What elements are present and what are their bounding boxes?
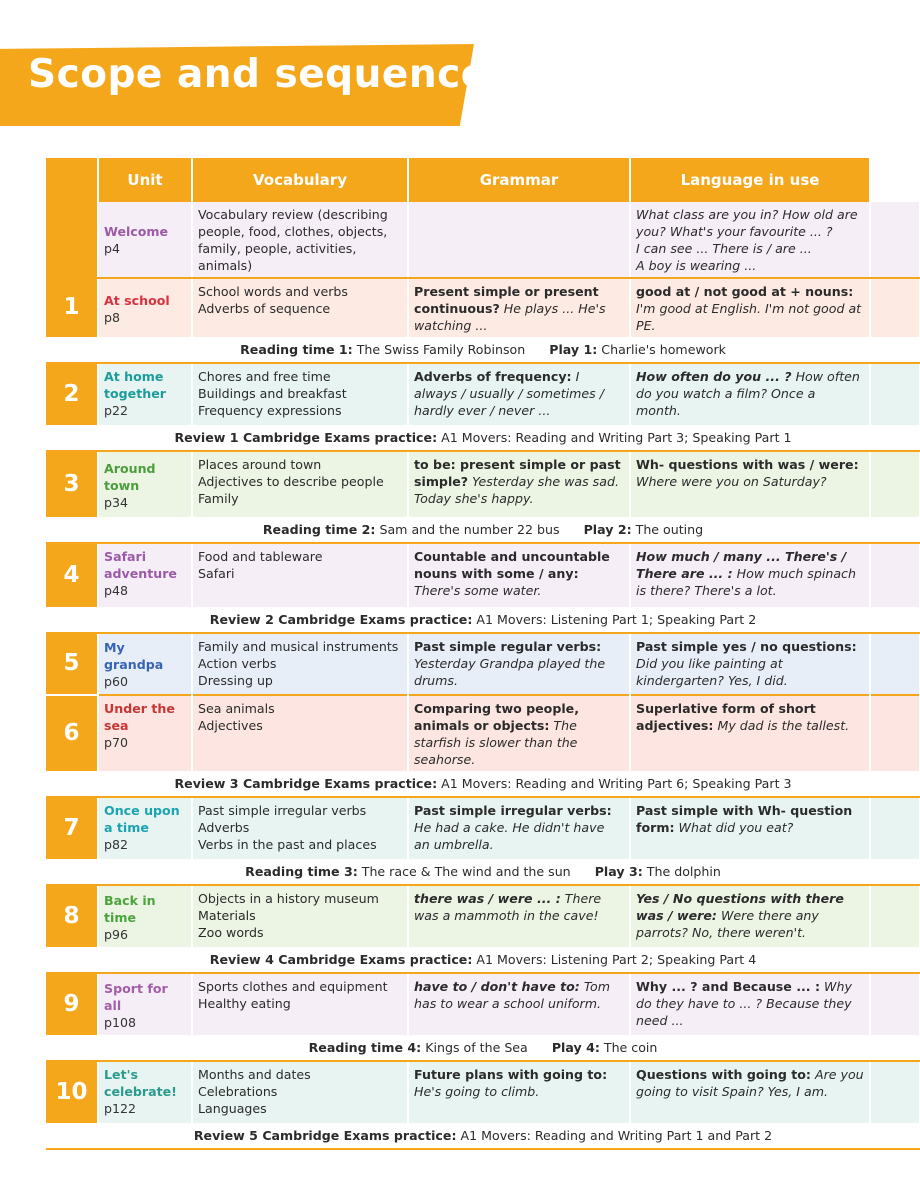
tail-cell — [870, 543, 920, 607]
language-bold: Yes / No questions with there was / were: — [636, 891, 844, 923]
vocab-cell — [192, 278, 408, 337]
unit-number: 10 — [46, 1061, 98, 1123]
grammar-bold: Adverbs of frequency: — [414, 369, 572, 384]
unit-page: p70 — [104, 735, 129, 750]
unit-name: At home together — [104, 369, 166, 401]
unit-number: 5 — [46, 633, 98, 695]
table-row — [46, 1061, 920, 1123]
unit-name: My grandpa — [104, 640, 164, 672]
vocab-item: Dressing up — [198, 673, 273, 688]
vocab-cell — [192, 1061, 408, 1123]
grammar-cell — [408, 633, 630, 695]
unit-number: 7 — [46, 797, 98, 859]
vocab-item: Adverbs of sequence — [198, 301, 331, 316]
unit-cell — [98, 278, 192, 337]
vocab-item: Verbs in the past and places — [198, 837, 377, 852]
band-row — [46, 607, 920, 633]
band-cell — [46, 337, 920, 363]
tail-cell — [870, 278, 920, 337]
language-example: Why do they have to ... ? Because they need ... — [636, 979, 852, 1028]
vocab-item: Past simple irregular verbs — [198, 803, 367, 818]
band-bold: Play 3: — [594, 864, 643, 879]
language-cell — [630, 1061, 870, 1123]
vocab-item: Zoo words — [198, 925, 264, 940]
grammar-example: He's going to climb. — [414, 1084, 540, 1099]
grammar-example: Yesterday Grandpa played the drums. — [414, 656, 606, 688]
band-row — [46, 771, 920, 797]
unit-number: 8 — [46, 885, 98, 947]
grammar-bold: Past simple irregular verbs: — [414, 803, 612, 818]
band-bold: Review 1 Cambridge Exams practice: — [174, 430, 438, 445]
language-bold: good at / not good at + nouns: — [636, 284, 854, 299]
band-text: Charlie's homework — [597, 342, 726, 357]
grammar-cell — [408, 695, 630, 771]
band-bold: Play 2: — [583, 522, 632, 537]
vocab-item: Vocabulary review (describing people, food, clothes, objects, family, people, activities, animals) — [198, 207, 388, 273]
tail-cell — [870, 695, 920, 771]
band-text: The Swiss Family Robinson — [352, 342, 526, 357]
grammar-example: Tom has to wear a school uniform. — [414, 979, 610, 1011]
vocab-item: Chores and free time — [198, 369, 331, 384]
band-cell — [46, 425, 920, 451]
band-text: A1 Movers: Reading and Writing Part 3; Speaking Part 1 — [437, 430, 792, 445]
grammar-cell — [408, 885, 630, 947]
header-row — [46, 158, 920, 202]
band-row — [46, 517, 920, 543]
language-bold: Questions with going to: — [636, 1067, 811, 1082]
vocab-cell — [192, 797, 408, 859]
band-bold: Reading time 3: — [245, 864, 358, 879]
language-example: Did you like painting at kindergarten? Yes, I did. — [636, 656, 788, 688]
band-text: A1 Movers: Listening Part 1; Speaking Part 2 — [472, 612, 757, 627]
band-text: Kings of the Sea — [421, 1040, 528, 1055]
unit-name: Once upon a time — [104, 803, 180, 835]
band-cell — [46, 607, 920, 633]
unit-number: 2 — [46, 363, 98, 425]
unit-name: Sport for all — [104, 980, 168, 1013]
band-text: The coin — [599, 1040, 658, 1055]
unit-cell — [98, 797, 192, 859]
unit-name: Around town — [104, 460, 156, 493]
vocab-item: Family and musical instruments — [198, 639, 399, 654]
language-cell — [630, 885, 870, 947]
unit-page: p34 — [104, 494, 129, 510]
language-example: My dad is the tallest. — [717, 718, 850, 733]
unit-page: p60 — [104, 674, 129, 689]
vocab-item: Healthy eating — [198, 996, 291, 1011]
language-bold: Past simple with Wh- question form: — [636, 803, 853, 835]
grammar-example: There's some water. — [414, 583, 542, 598]
tail-cell — [870, 202, 920, 278]
tail-cell — [870, 633, 920, 695]
vocab-item: Adverbs — [198, 820, 250, 835]
table-row — [46, 973, 920, 1035]
grammar-bold: to be: present simple or past simple? — [414, 457, 621, 489]
language-example: How much spinach is there? There's a lot. — [636, 566, 856, 598]
tail-cell — [870, 885, 920, 947]
vocab-cell — [192, 363, 408, 425]
table-row — [46, 202, 920, 278]
band-text: Sam and the number 22 bus — [375, 522, 560, 537]
unit-number: 3 — [46, 451, 98, 517]
vocab-item: Materials — [198, 908, 256, 923]
language-example: I'm good at English. I'm not good at PE. — [636, 301, 862, 333]
language-bold: Superlative form of short adjectives: — [636, 701, 816, 733]
tail-cell — [870, 451, 920, 517]
band-text: The race & The wind and the sun — [357, 864, 571, 879]
language-example: What did you eat? — [678, 820, 794, 835]
language-bold: How often do you ... ? — [636, 369, 792, 384]
unit-number: 1 — [46, 278, 98, 337]
vocab-item: Food and tableware — [198, 549, 323, 564]
unit-cell — [98, 363, 192, 425]
header-grammar: Grammar — [408, 158, 630, 202]
band-row — [46, 1035, 920, 1061]
vocab-item: Action verbs — [198, 656, 277, 671]
language-cell — [630, 202, 870, 278]
language-cell — [630, 633, 870, 695]
band-bold: Play 1: — [549, 342, 598, 357]
table-row — [46, 278, 920, 337]
header-tail — [870, 158, 920, 202]
band-row — [46, 1123, 920, 1149]
unit-cell — [98, 451, 192, 517]
vocab-item: Places around town — [198, 457, 322, 472]
vocab-item: Languages — [198, 1101, 267, 1116]
language-cell — [630, 451, 870, 517]
vocab-cell — [192, 695, 408, 771]
band-row — [46, 947, 920, 973]
vocab-cell — [192, 885, 408, 947]
language-example: How often do you watch a film? Once a month. — [636, 369, 860, 418]
grammar-cell — [408, 451, 630, 517]
header-unit: Unit — [98, 158, 192, 202]
grammar-example: Yesterday she was sad. Today she's happy. — [414, 474, 619, 506]
header-language: Language in use — [630, 158, 870, 202]
unit-name: Welcome — [104, 224, 169, 239]
unit-cell — [98, 1061, 192, 1123]
band-bold: Review 5 Cambridge Exams practice: — [193, 1128, 457, 1143]
band-cell — [46, 1035, 920, 1061]
tail-cell — [870, 363, 920, 425]
vocab-item: Adjectives to describe people — [198, 474, 384, 489]
language-bold: How much / many ... There's / There are ... : — [636, 549, 847, 581]
unit-number: 6 — [46, 695, 98, 771]
vocab-item: Celebrations — [198, 1084, 278, 1099]
band-text: A1 Movers: Listening Part 2; Speaking Part 4 — [472, 952, 757, 967]
unit-page: p108 — [104, 1014, 137, 1030]
unit-cell — [98, 633, 192, 695]
vocab-cell — [192, 543, 408, 607]
language-example: Were there any parrots? No, there weren't. — [636, 908, 819, 940]
grammar-cell — [408, 202, 630, 278]
band-text: The outing — [631, 522, 704, 537]
table-row — [46, 363, 920, 425]
unit-cell — [98, 885, 192, 947]
language-bold: Wh- questions with was / were: — [636, 457, 859, 472]
grammar-bold: Present simple or present continuous? — [414, 284, 599, 316]
grammar-bold: there was / were ... : — [414, 891, 561, 906]
table-row — [46, 797, 920, 859]
table-row — [46, 885, 920, 947]
unit-name: Safari adventure — [104, 549, 177, 581]
tail-cell — [870, 797, 920, 859]
language-item: I can see ... There is / are ... — [636, 241, 812, 256]
band-row — [46, 337, 920, 363]
vocab-cell — [192, 973, 408, 1035]
page-title: Scope and sequence — [28, 52, 488, 97]
band-cell — [46, 1123, 920, 1149]
table-row — [46, 543, 920, 607]
band-bold: Review 4 Cambridge Exams practice: — [209, 952, 473, 967]
unit-page: p122 — [104, 1101, 137, 1116]
unit-page: p8 — [104, 309, 121, 325]
grammar-cell — [408, 797, 630, 859]
unit-number: 4 — [46, 543, 98, 607]
unit-page: p48 — [104, 583, 129, 598]
unit-name: Back in time — [104, 892, 156, 925]
grammar-bold: Countable and uncountable nouns with some / any: — [414, 549, 610, 581]
band-row — [46, 859, 920, 885]
grammar-bold: Past simple regular verbs: — [414, 639, 602, 654]
band-bold: Review 2 Cambridge Exams practice: — [209, 612, 473, 627]
unit-page: p96 — [104, 926, 129, 942]
unit-page: p22 — [104, 403, 129, 418]
language-cell — [630, 278, 870, 337]
unit-name: Let's celebrate! — [104, 1067, 177, 1099]
vocab-item: Safari — [198, 566, 235, 581]
grammar-example: He plays ... He's watching ... — [414, 301, 606, 333]
table-row — [46, 633, 920, 695]
language-cell — [630, 797, 870, 859]
unit-page: p4 — [104, 241, 121, 256]
band-text: A1 Movers: Reading and Writing Part 1 and Part 2 — [456, 1128, 773, 1143]
unit-cell — [98, 973, 192, 1035]
vocab-cell — [192, 451, 408, 517]
grammar-cell — [408, 973, 630, 1035]
grammar-bold: have to / don't have to: — [414, 979, 580, 994]
language-example: Are you going to visit Spain? Yes, I am. — [636, 1067, 864, 1099]
vocab-cell — [192, 633, 408, 695]
grammar-cell — [408, 278, 630, 337]
language-cell — [630, 363, 870, 425]
vocab-item: Sea animals — [198, 701, 275, 716]
grammar-bold: Future plans with going to: — [414, 1067, 608, 1082]
unit-name: At school — [104, 292, 170, 308]
unit-cell — [98, 543, 192, 607]
band-cell — [46, 859, 920, 885]
band-bold: Play 4: — [551, 1040, 600, 1055]
header-blank — [46, 158, 98, 202]
unit-cell — [98, 695, 192, 771]
vocab-item: Adjectives — [198, 718, 263, 733]
grammar-example: The starfish is slower than the seahorse. — [414, 718, 578, 767]
band-bold: Reading time 1: — [240, 342, 353, 357]
unit-cell — [98, 202, 192, 278]
vocab-item: School words and verbs — [198, 284, 348, 299]
grammar-example: There was a mammoth in the cave! — [414, 891, 602, 923]
band-cell — [46, 517, 920, 543]
grammar-cell — [408, 363, 630, 425]
grammar-example: I always / usually / sometimes / hardly ever / never ... — [414, 369, 604, 418]
language-bold: Past simple yes / no questions: — [636, 639, 857, 654]
band-text: The dolphin — [642, 864, 721, 879]
band-cell — [46, 947, 920, 973]
language-cell — [630, 973, 870, 1035]
vocab-cell — [192, 202, 408, 278]
vocab-item: Buildings and breakfast — [198, 386, 347, 401]
vocab-item: Frequency expressions — [198, 403, 342, 418]
grammar-cell — [408, 1061, 630, 1123]
tail-cell — [870, 973, 920, 1035]
language-item: What class are you in? How old are you? What's your favourite ... ? — [636, 207, 858, 239]
vocab-item: Family — [198, 491, 239, 506]
band-bold: Review 3 Cambridge Exams practice: — [174, 776, 438, 791]
vocab-item: Objects in a history museum — [198, 891, 379, 906]
grammar-cell — [408, 543, 630, 607]
band-cell — [46, 771, 920, 797]
table-row — [46, 695, 920, 771]
unit-number — [46, 202, 98, 278]
language-item: A boy is wearing ... — [636, 258, 757, 273]
language-example: Where were you on Saturday? — [636, 474, 827, 489]
band-bold: Reading time 4: — [308, 1040, 422, 1055]
unit-page: p82 — [104, 837, 129, 852]
band-bold: Reading time 2: — [262, 522, 376, 537]
band-row — [46, 425, 920, 451]
header-vocabulary: Vocabulary — [192, 158, 408, 202]
band-text: A1 Movers: Reading and Writing Part 6; Speaking Part 3 — [437, 776, 792, 791]
language-bold: Why ... ? and Because ... : — [636, 979, 821, 994]
vocab-item: Sports clothes and equipment — [198, 979, 388, 994]
grammar-bold: Comparing two people, animals or objects: — [414, 701, 579, 733]
language-cell — [630, 543, 870, 607]
vocab-item: Months and dates — [198, 1067, 311, 1082]
table-row — [46, 451, 920, 517]
scope-table — [46, 158, 920, 1150]
unit-number: 9 — [46, 973, 98, 1035]
tail-cell — [870, 1061, 920, 1123]
language-cell — [630, 695, 870, 771]
grammar-example: He had a cake. He didn't have an umbrella. — [414, 820, 605, 852]
unit-name: Under the sea — [104, 701, 175, 733]
